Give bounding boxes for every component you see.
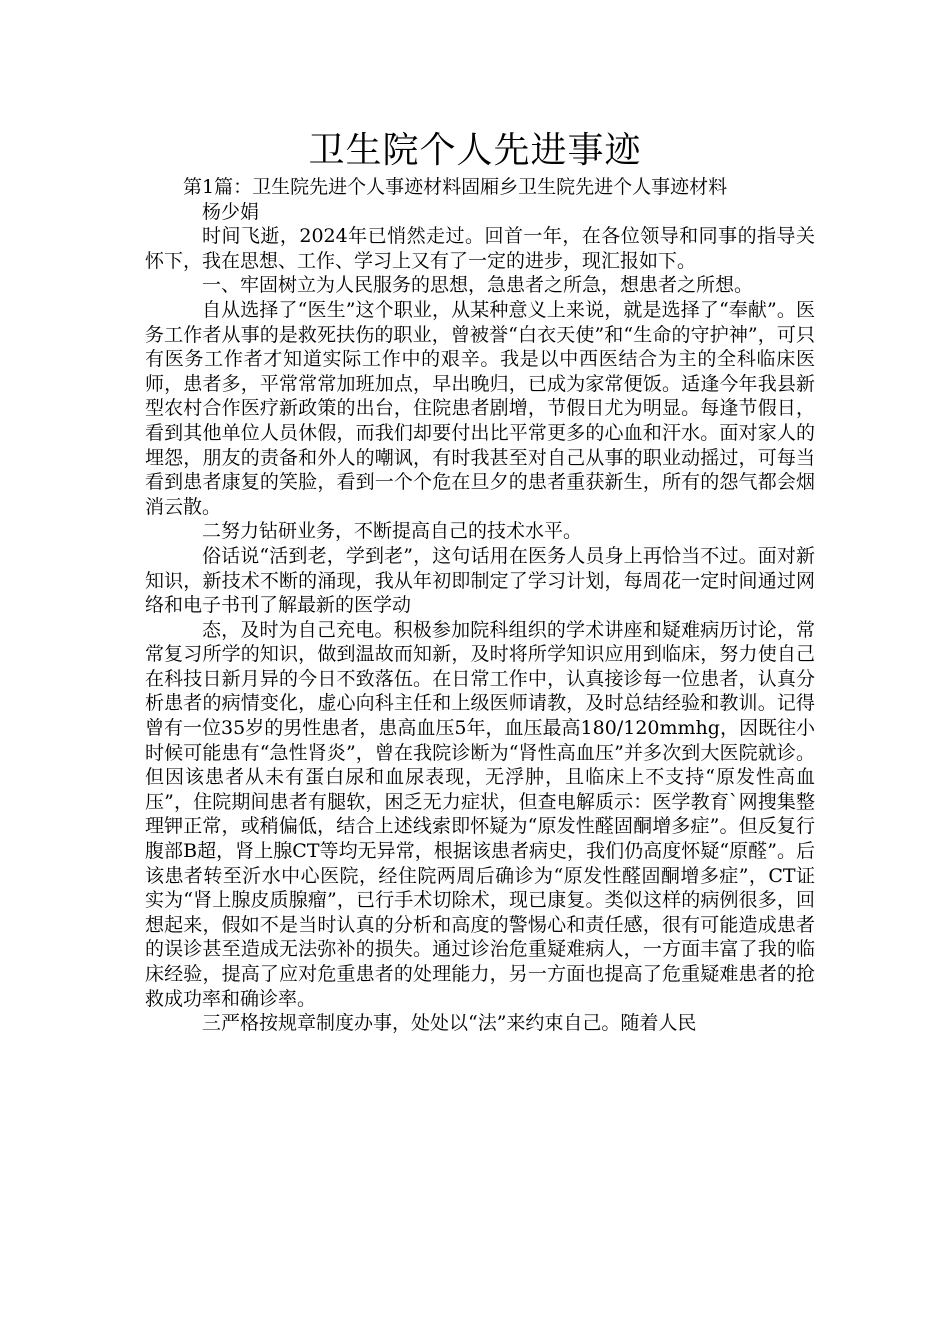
intro-paragraph: 时间飞逝，2024年已悄然走过。回首一年，在各位领导和同事的指导关怀下，我在思想、工作、学习上又有了一定的进步，现汇报如下。 <box>145 225 815 272</box>
section-heading-2: 二努力钻研业务，不断提高自己的技术水平。 <box>202 520 583 543</box>
document-body <box>145 175 815 1036</box>
section-heading-1: 一、牢固树立为人民服务的思想，急患者之所急，想患者之所想。 <box>202 274 754 297</box>
document-title: 卫生院个人先进事迹 <box>308 130 642 171</box>
section-1-paragraph: 自从选择了“医生”这个职业，从某种意义上来说，就是选择了“奉献”。医务工作者从事的是救死扶伤的职业，曾被誉“白衣天使”和“生命的守护神”，可只有医务工作者才知道实际工作中的艰辛。我是以中西医结合为主的全科临床医师，患者多，平常常常加班加点，早出晚归，已成为家常便饭。适逢今年我县新型农村合作医疗新政策的出台，住院患者剧增，节假日尤为明显。每逢节假日，看到其他单位人员休假，而我们却要付出比平常更多的心血和汗水。面对家人的埋怨，朋友的责备和外人的嘲讽，有时我甚至对自己从事的职业动摇过，可每当看到患者康复的笑脸，看到一个个危在旦夕的患者重获新生，所有的怨气都会烟消云散。 <box>145 298 815 518</box>
article-heading: 第1篇：卫生院先进个人事迹材料固厢乡卫生院先进个人事迹材料 <box>183 176 728 198</box>
section-heading-3: 三严格按规章制度办事，处处以“法”来约束自己。随着人民 <box>202 1012 697 1035</box>
section-2-paragraph-2: 态，及时为自己充电。积极参加院科组织的学术讲座和疑难病历讨论，常常复习所学的知识，做到温故而知新，及时将所学知识应用到临床，努力使自己在科技日新月异的今日不致落伍。在日常工作中，认真接诊每一位患者，认真分析患者的病情变化，虚心向科主任和上级医师请教，及时总结经验和教训。记得曾有一位35岁的男性患者，患高血压5年，血压最高180/120mmhg，因既往小时候可能患有“急性肾炎”，曾在我院诊断为“肾性高血压”并多次到大医院就诊。但因该患者从未有蛋白尿和血尿表现，无浮肿，且临床上不支持“原发性高血压”，住院期间患者有腿软，困乏无力症状，但查电解质示：医学教育`网搜集整理钾正常，或稍偏低，结合上述线索即怀疑为“原发性醛固酮增多症”。但反复行腹部B超，肾上腺CT等均无异常，根据该患者病史，我们仍高度怀疑“原醛”。后该患者转至沂水中心医院，经住院两周后确诊为“原发性醛固酮增多症”，CT证实为“肾上腺皮质腺瘤”，已行手术切除术，现已康复。类似这样的病例很多，回想起来，假如不是当时认真的分析和高度的警惕心和责任感，很有可能造成患者的误诊甚至造成无法弥补的损失。通过诊治危重疑难病人，一方面丰富了我的临床经验，提高了应对危重患者的处理能力，另一方面也提高了危重疑难患者的抢救成功率和确诊率。 <box>145 618 815 1010</box>
author-name: 杨少娟 <box>202 200 260 223</box>
section-2-paragraph-1: 俗话说“活到老，学到老”，这句话用在医务人员身上再恰当不过。面对新知识，新技术不断的涌现，我从年初即制定了学习计划，每周花一定时间通过网络和电子书刊了解最新的医学动 <box>145 544 815 617</box>
